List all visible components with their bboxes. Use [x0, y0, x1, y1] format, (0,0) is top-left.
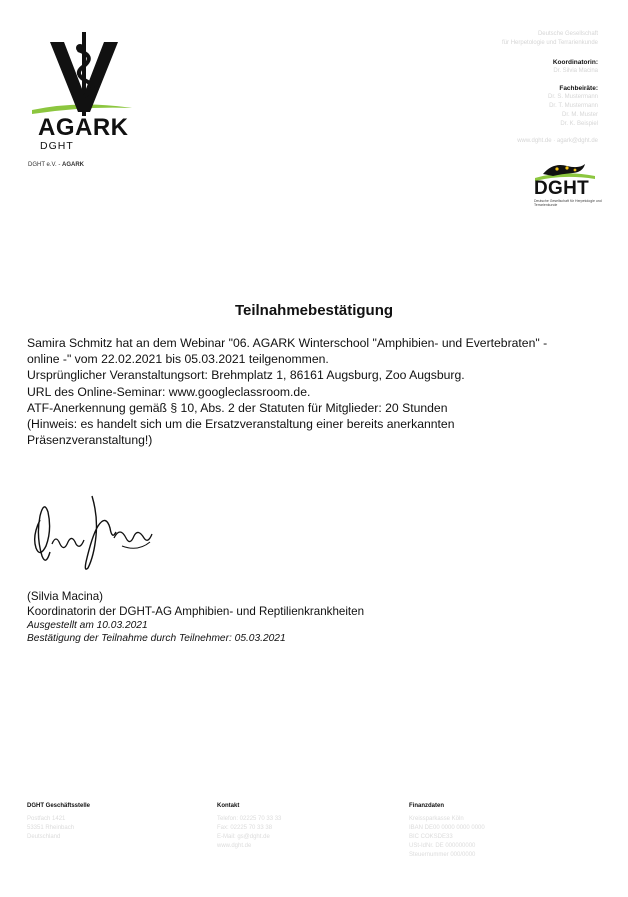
footer-office	[27, 803, 90, 842]
footer-line: Postfach 1421	[27, 816, 66, 822]
handwritten-signature-icon	[26, 486, 156, 576]
faded-line: Dr. T. Mustermann	[549, 103, 598, 109]
header-contact-column	[378, 30, 598, 146]
faded-line: Dr. S. Mustermann	[547, 94, 598, 100]
footer-line: USt-IdNr. DE 000000000	[409, 843, 476, 849]
footer-heading: Kontakt	[217, 803, 240, 809]
footer-line: E-Mail: gs@dght.de	[217, 834, 270, 840]
document-title: Teilnahmebestätigung	[234, 302, 394, 319]
body-line: URL des Online-Seminar: www.googleclassroom.de.	[27, 384, 311, 399]
footer-line: Telefon: 02225 70 33 33	[217, 816, 282, 822]
confirmation-date: Bestätigung der Teilnahme durch Teilnehmer: 05.03.2021	[27, 633, 286, 644]
closing-block	[27, 589, 587, 645]
faded-line: Dr. M. Muster	[561, 112, 598, 118]
footer-line: www.dght.de	[217, 843, 252, 849]
faded-line: www.dght.de · agark@dght.de	[517, 138, 598, 144]
agark-logo-sub: DGHT	[40, 140, 74, 152]
footer-line: BIC COKSDE33	[409, 834, 453, 840]
body-line: Präsenzveranstaltung!)	[27, 433, 153, 448]
sender-line: DGHT e.V. - AGARK	[28, 162, 85, 168]
faded-line: Dr. K. Beispiel	[560, 121, 598, 127]
issued-date: Ausgestellt am 10.03.2021	[27, 620, 148, 631]
faded-line: für Herpetologie und Terrarienkunde	[502, 40, 598, 46]
footer-contact	[217, 803, 281, 851]
footer-line: IBAN DE00 0000 0000 0000	[409, 825, 485, 831]
agark-logo-word: AGARK	[38, 114, 129, 141]
body-line: online -" vom 22.02.2021 bis 05.03.2021 teilgenommen.	[27, 352, 329, 367]
fachbeirate-label: Fachbeiräte:	[559, 85, 598, 92]
body-line: (Hinweis: es handelt sich um die Ersatzveranstaltung einer bereits anerkannten	[27, 417, 455, 432]
dght-logo-tagline: Deutsche Gesellschaft für Herpetologie und Terrarienkunde	[534, 199, 602, 207]
footer-line: 53351 Rheinbach	[27, 825, 75, 831]
body-line: Ursprünglicher Veranstaltungsort: Brehmplatz 1, 86161 Augsburg, Zoo Augsburg.	[27, 368, 465, 383]
footer-heading: Finanzdaten	[409, 803, 445, 809]
footer-finance	[409, 803, 485, 860]
faded-line: Dr. Silvia Macina	[553, 68, 598, 74]
document-body	[27, 335, 607, 448]
footer-heading: DGHT Geschäftsstelle	[27, 803, 91, 809]
signer-name: (Silvia Macina)	[27, 590, 104, 603]
faded-line: Deutsche Gesellschaft	[537, 31, 598, 37]
footer-line: Deutschland	[27, 834, 61, 840]
body-line: Samira Schmitz hat an dem Webinar "06. AGARK Winterschool "Amphibien- und Evertebraten" -	[27, 336, 548, 350]
body-line: ATF-Anerkennung gemäß § 10, Abs. 2 der Statuten für Mitglieder: 20 Stunden	[27, 400, 448, 415]
signer-role: Koordinatorin der DGHT-AG Amphibien- und Reptilienkrankheiten	[27, 605, 365, 618]
footer-line: Fax: 02225 70 33 38	[217, 825, 273, 831]
footer-line: Kreissparkasse Köln	[409, 816, 464, 822]
koordinatorin-label: Koordinatorin:	[552, 59, 598, 66]
dght-logo-word: DGHT	[534, 178, 590, 199]
footer-line: Steuernummer 000/0000	[409, 852, 476, 858]
